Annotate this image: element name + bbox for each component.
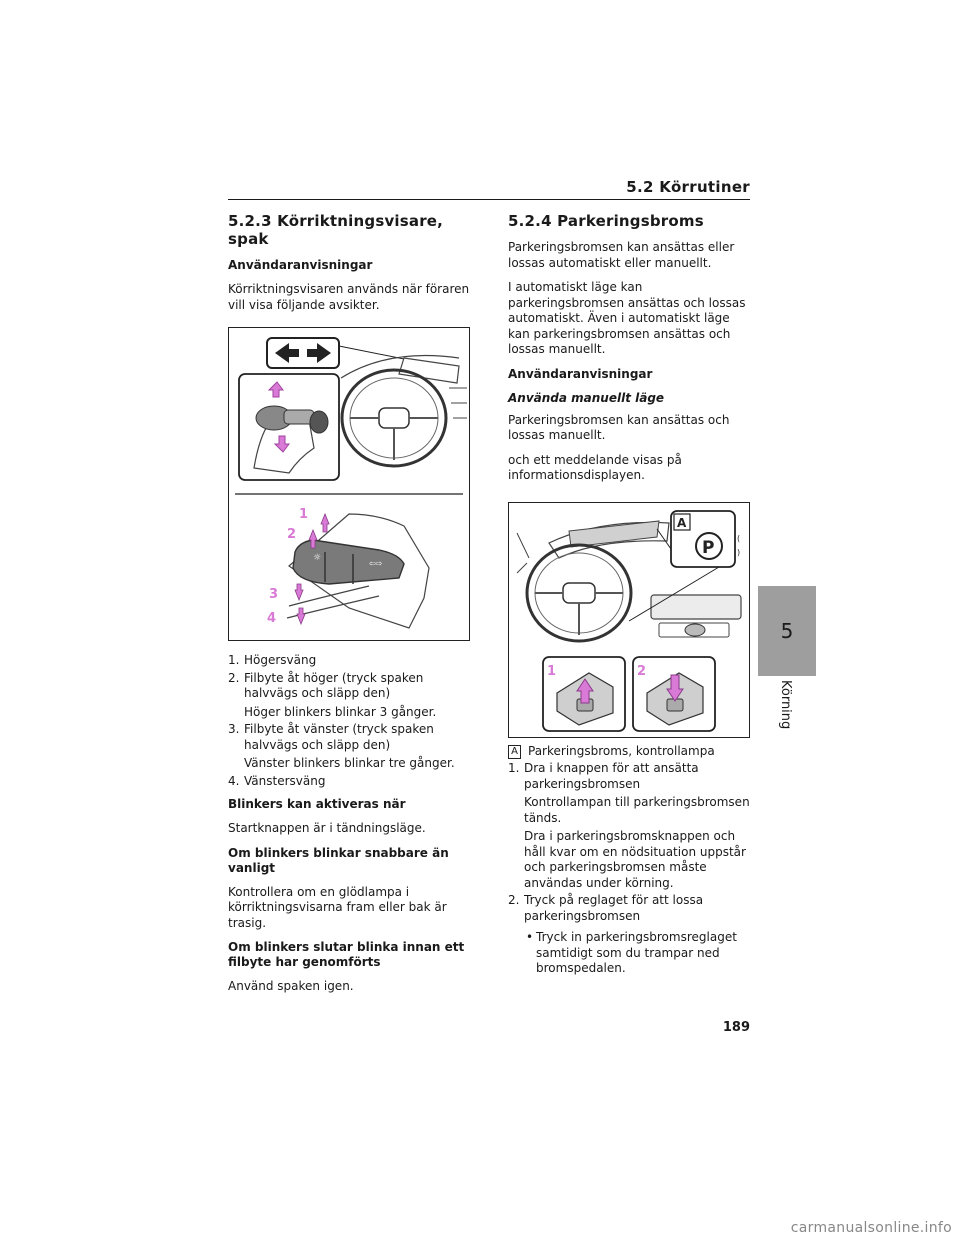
turn-signal-steps bbox=[228, 653, 472, 789]
callout-4: 4 bbox=[267, 611, 277, 626]
svg-text:⇦⇨: ⇦⇨ bbox=[369, 559, 383, 568]
turn-signal-heading: 5.2.3 Körriktningsvisare, spak bbox=[228, 212, 444, 248]
step-2: 2. Filbyte åt höger (tryck spaken halvvägs och släpp den) Höger blinkers blinkar 3 gånger. bbox=[228, 670, 437, 719]
fast-blink-text: Kontrollera om en glödlampa i körriktningsvisarna fram eller bak är trasig. bbox=[228, 884, 447, 930]
svg-text:☼: ☼ bbox=[313, 553, 322, 563]
activate-text: Startknappen är i tändningsläge. bbox=[228, 821, 426, 835]
parking-brake-p1: Parkeringsbromsen kan ansättas eller lossas automatiskt eller manuellt. bbox=[508, 240, 735, 270]
parking-brake-p2: I automatiskt läge kan parkeringsbromsen ansättas och lossas automatiskt. Även i automatiskt läge kan parkeringsbromsen ansättas och lossas manuellt. bbox=[508, 280, 746, 356]
callout-a: A bbox=[677, 515, 687, 530]
svg-text:): ) bbox=[737, 547, 741, 557]
legend-letter: A bbox=[508, 745, 521, 759]
step-1: 1. Högersväng bbox=[228, 653, 317, 667]
parking-brake-p4: och ett meddelande visas på informationsdisplayen. bbox=[508, 452, 682, 482]
activate-heading: Blinkers kan aktiveras när bbox=[228, 797, 406, 811]
parking-brake-heading: 5.2.4 Parkeringsbroms bbox=[508, 212, 704, 230]
stop-blink-heading: Om blinkers slutar blinka innan ett filbyte har genomförts bbox=[228, 940, 465, 969]
pb-step-1: 1. Dra i knappen för att ansätta parkeringsbromsen Kontrollampan till parkeringsbromsen tänds. Dra i parkeringsbromsknappen och håll kvar om en nödsituation uppstår och parkeringsbromsen måste användas under körning. bbox=[508, 761, 750, 890]
callout-arrow-1 bbox=[321, 514, 329, 532]
callout-arrow-4 bbox=[297, 608, 305, 624]
legend-a: A Parkeringsbroms, kontrollampa bbox=[508, 744, 752, 760]
svg-text:P: P bbox=[702, 537, 715, 558]
turn-signal-intro: Körriktningsvisaren används när föraren vill visa följande avsikter. bbox=[228, 282, 470, 312]
callout-3: 3 bbox=[269, 587, 279, 602]
left-column bbox=[228, 208, 472, 1004]
callout-2: 2 bbox=[287, 527, 297, 542]
chapter-label: Körning bbox=[778, 680, 793, 730]
stop-blink-text: Använd spaken igen. bbox=[228, 979, 354, 993]
callout-1: 1 bbox=[299, 507, 309, 522]
manual-mode-heading: Använda manuellt läge bbox=[508, 390, 665, 405]
turn-signal-illustration bbox=[229, 328, 469, 640]
parking-brake-p3: Parkeringsbromsen kan ansättas och lossas manuellt. bbox=[508, 412, 730, 442]
callout-arrow-3 bbox=[295, 584, 303, 600]
chapter-number: 5 bbox=[780, 619, 794, 643]
pb-bullet-1: • Tryck in parkeringsbromsreglaget samtidigt som du trampar ned bromspedalen. bbox=[508, 930, 752, 977]
right-column bbox=[508, 208, 752, 977]
instructions-heading-right: Användaranvisningar bbox=[508, 366, 653, 381]
pb-step-2: 2. Tryck på reglaget för att lossa parkeringsbromsen bbox=[508, 893, 704, 923]
page-number: 189 bbox=[722, 1020, 750, 1035]
parking-brake-illustration bbox=[509, 503, 749, 737]
header-rule bbox=[228, 199, 750, 200]
parking-brake-steps bbox=[508, 761, 752, 924]
watermark: carmanualsonline.info bbox=[790, 1220, 952, 1236]
section-header: 5.2 Körrutiner bbox=[626, 178, 750, 196]
step-3: 3. Filbyte åt vänster (tryck spaken halvvägs och släpp den) Vänster blinkers blinkar tre gånger. bbox=[228, 722, 455, 770]
svg-text:(: ( bbox=[737, 533, 741, 543]
parking-brake-figure bbox=[508, 502, 750, 738]
instructions-heading: Användaranvisningar bbox=[228, 258, 373, 272]
chapter-tab bbox=[758, 586, 816, 676]
fast-blink-heading: Om blinkers blinkar snabbare än vanligt bbox=[228, 845, 449, 875]
callout-2-right: 2 bbox=[637, 663, 647, 679]
callout-1-right: 1 bbox=[547, 663, 557, 679]
step-4: 4. Vänstersväng bbox=[228, 773, 326, 788]
turn-signal-figure bbox=[228, 327, 470, 641]
